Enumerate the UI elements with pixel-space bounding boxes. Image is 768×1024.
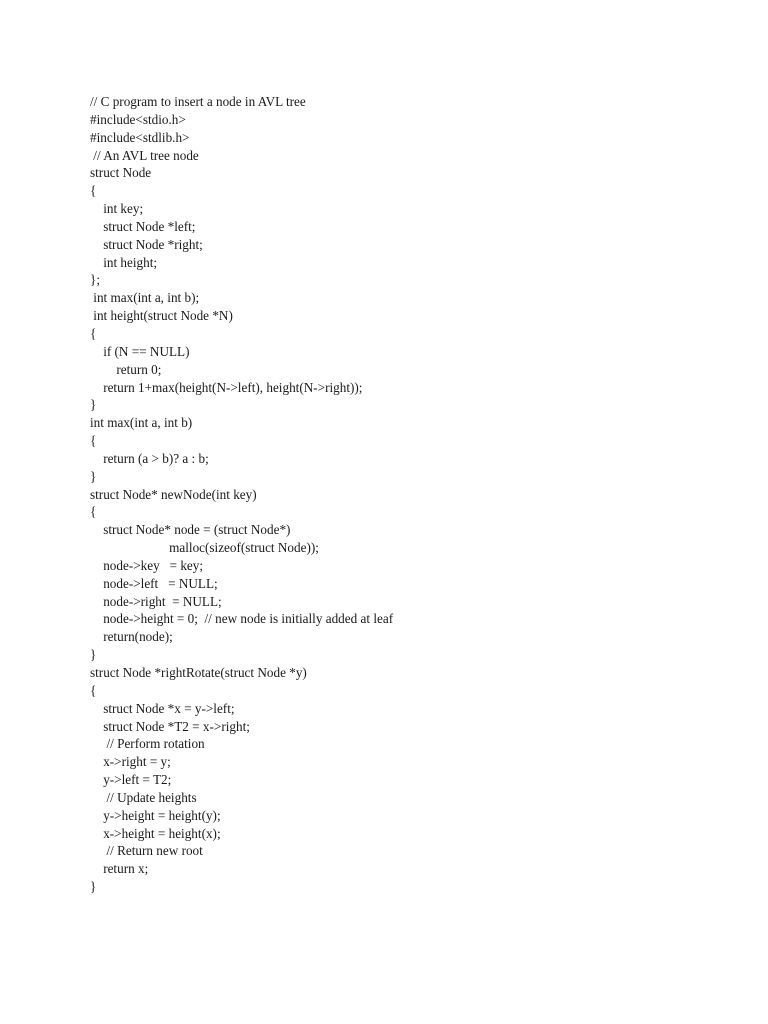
code-line: #include<stdio.h> <box>90 111 186 127</box>
code-line: int key; <box>90 201 144 217</box>
code-line: struct Node *right; <box>90 236 203 252</box>
code-line: { <box>90 504 97 520</box>
code-line: x->height = height(x); <box>90 825 221 841</box>
code-line: x->right = y; <box>90 754 171 770</box>
code-line: // C program to insert a node in AVL tree <box>90 94 306 109</box>
code-line: { <box>90 325 97 341</box>
code-line: return 1+max(height(N->left), height(N->right)); <box>90 379 363 395</box>
code-line: y->left = T2; <box>90 772 172 788</box>
code-line: int max(int a, int b) <box>90 415 193 431</box>
code-line: { <box>90 433 97 449</box>
code-line: // Update heights <box>90 789 197 805</box>
code-line: #include<stdlib.h> <box>90 129 190 145</box>
code-line: int height(struct Node *N) <box>90 308 233 324</box>
code-line: node->key = key; <box>90 557 204 573</box>
code-line: struct Node* node = (struct Node*) <box>90 522 291 538</box>
code-line: return x; <box>90 861 149 877</box>
code-line: } <box>90 647 97 663</box>
code-line: struct Node *rightRotate(struct Node *y) <box>90 665 307 680</box>
code-line: int max(int a, int b); <box>90 290 200 306</box>
code-line: if (N == NULL) <box>90 343 190 359</box>
code-line: return (a > b)? a : b; <box>90 450 209 466</box>
code-line: struct Node *T2 = x->right; <box>90 718 250 734</box>
code-line: // An AVL tree node <box>90 147 199 163</box>
code-line: } <box>90 468 97 484</box>
code-line: y->height = height(y); <box>90 807 221 823</box>
code-line: } <box>90 879 97 895</box>
code-line: node->right = NULL; <box>90 593 222 609</box>
code-line: node->left = NULL; <box>90 575 218 591</box>
code-line: { <box>90 183 97 199</box>
code-line: // Return new root <box>90 843 203 859</box>
code-line: // Perform rotation <box>90 736 205 752</box>
code-listing <box>90 93 393 896</box>
code-line: int height; <box>90 254 158 270</box>
code-line: node->height = 0; // new node is initially added at leaf <box>90 611 394 627</box>
code-line: } <box>90 397 97 413</box>
code-line: struct Node *left; <box>90 218 196 234</box>
code-line: struct Node *x = y->left; <box>90 700 235 716</box>
code-line: return 0; <box>90 361 162 377</box>
code-line: return(node); <box>90 629 173 645</box>
code-line: struct Node* newNode(int key) <box>90 486 257 502</box>
code-line: }; <box>90 272 100 288</box>
code-line: { <box>90 682 97 698</box>
code-line: malloc(sizeof(struct Node)); <box>90 540 319 556</box>
code-line: struct Node <box>90 165 152 181</box>
